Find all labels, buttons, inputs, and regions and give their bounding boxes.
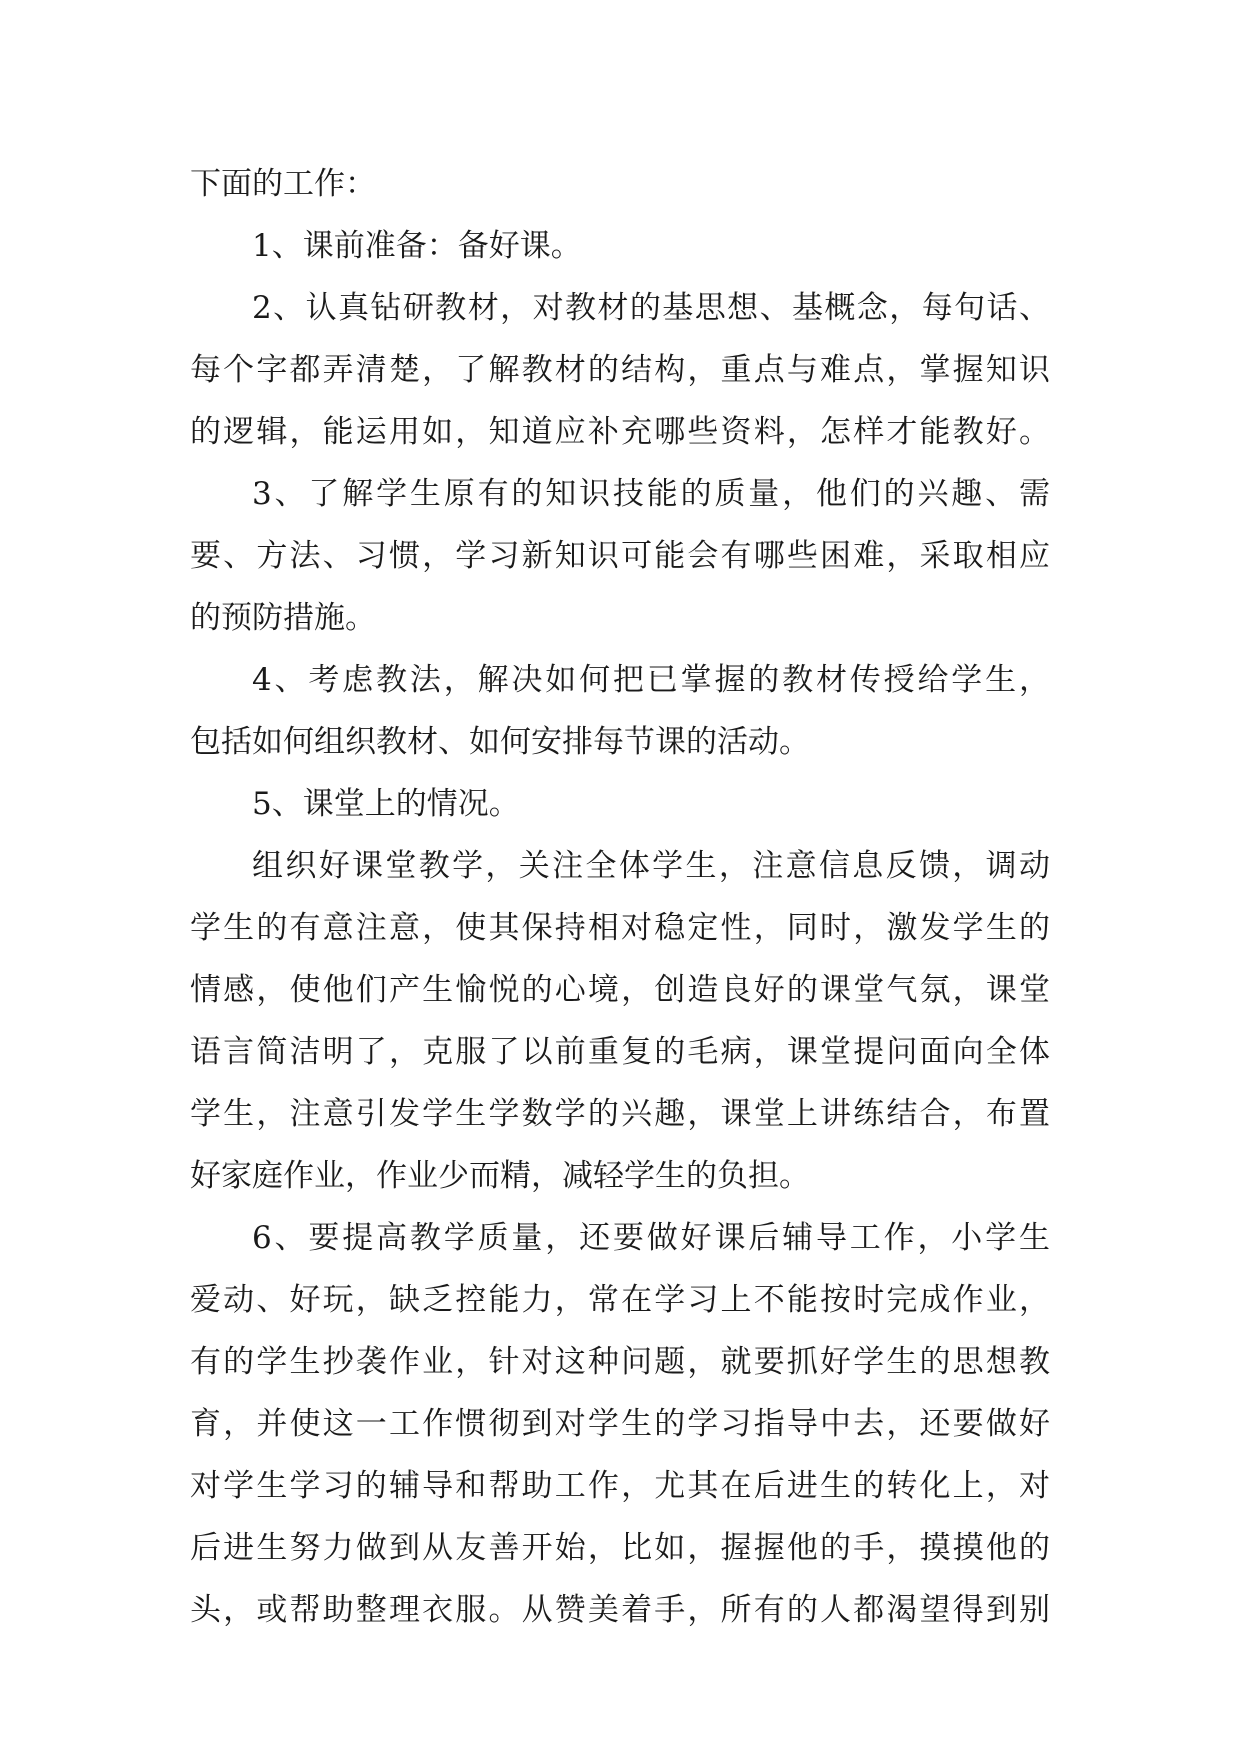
text-line: 后进生努力做到从友善开始，比如，握握他的手，摸摸他的	[190, 1530, 1050, 1566]
text-line: 的预防措施。	[190, 600, 376, 636]
text-line: 4、考虑教法，解决如何把已掌握的教材传授给学生，	[252, 662, 1050, 698]
text-line: 情感，使他们产生愉悦的心境，创造良好的课堂气氛，课堂	[190, 972, 1050, 1008]
text-line: 3、了解学生原有的知识技能的质量，他们的兴趣、需	[252, 476, 1050, 512]
text-line: 下面的工作：	[190, 166, 376, 202]
text-line: 育，并使这一工作惯彻到对学生的学习指导中去，还要做好	[190, 1406, 1050, 1442]
text-line: 好家庭作业，作业少而精，减轻学生的负担。	[190, 1158, 810, 1194]
text-line: 头，或帮助整理衣服。从赞美着手，所有的人都渴望得到别	[190, 1592, 1050, 1628]
text-line: 语言简洁明了，克服了以前重复的毛病，课堂提问面向全体	[190, 1034, 1050, 1070]
text-line: 2、认真钻研教材，对教材的基思想、基概念，每句话、	[252, 290, 1050, 326]
text-line: 包括如何组织教材、如何安排每节课的活动。	[190, 724, 810, 760]
text-line: 要、方法、习惯，学习新知识可能会有哪些困难，采取相应	[190, 538, 1050, 574]
text-line: 6、要提高教学质量，还要做好课后辅导工作，小学生	[252, 1220, 1050, 1256]
text-line: 1、课前准备：备好课。	[252, 228, 582, 264]
text-line: 有的学生抄袭作业，针对这种问题，就要抓好学生的思想教	[190, 1344, 1050, 1380]
text-line: 的逻辑，能运用如，知道应补充哪些资料，怎样才能教好。	[190, 414, 1050, 450]
text-line: 对学生学习的辅导和帮助工作，尤其在后进生的转化上，对	[190, 1468, 1050, 1504]
text-line: 爱动、好玩，缺乏控能力，常在学习上不能按时完成作业，	[190, 1282, 1050, 1318]
text-line: 每个字都弄清楚，了解教材的结构，重点与难点，掌握知识	[190, 352, 1050, 388]
text-line: 5、课堂上的情况。	[252, 786, 520, 822]
text-line: 学生，注意引发学生学数学的兴趣，课堂上讲练结合，布置	[190, 1096, 1050, 1132]
text-line: 组织好课堂教学，关注全体学生，注意信息反馈，调动	[252, 848, 1050, 884]
text-line: 学生的有意注意，使其保持相对稳定性，同时，激发学生的	[190, 910, 1050, 946]
